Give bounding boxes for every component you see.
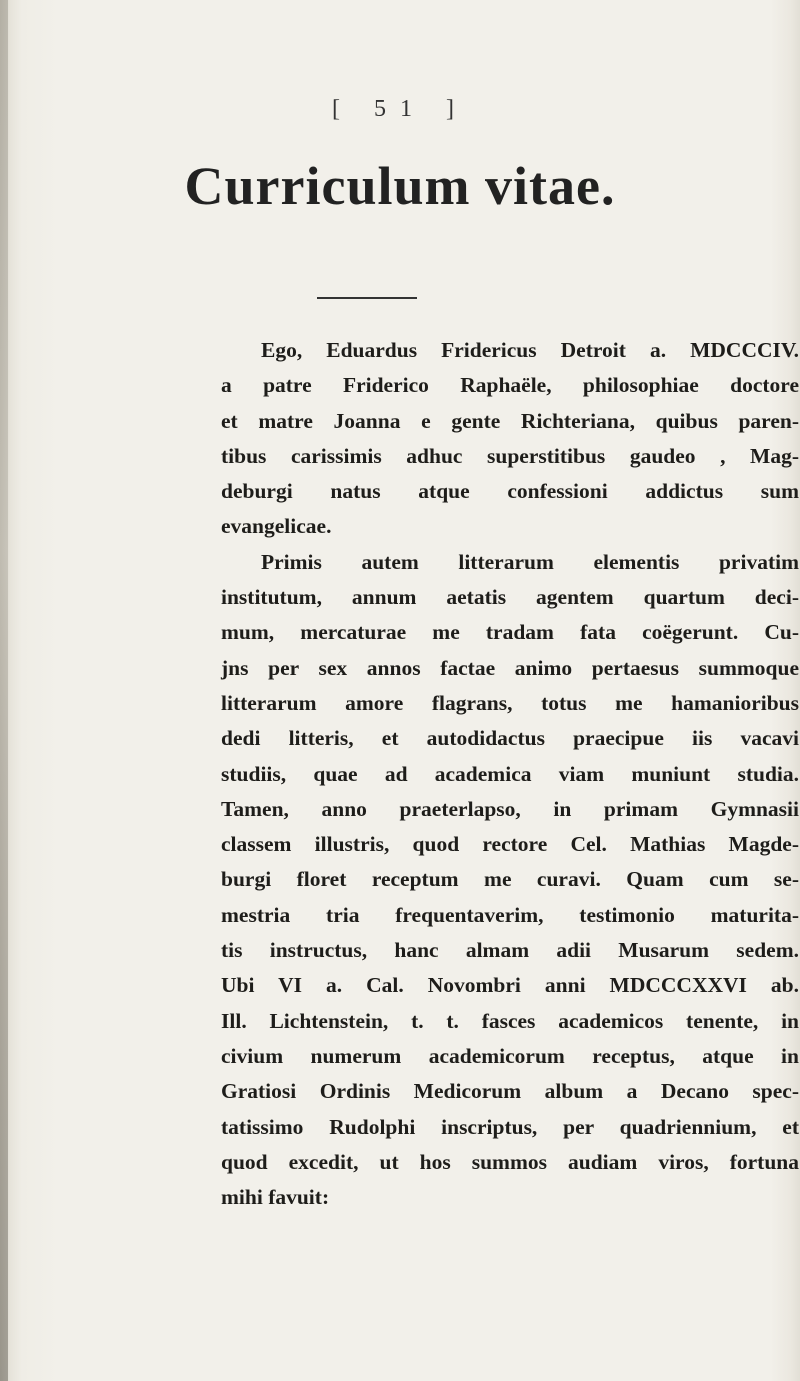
title-divider bbox=[317, 297, 417, 299]
text-line: civium numerum academicorum receptus, atque in bbox=[221, 1043, 799, 1068]
text-line: Tamen, anno praeterlapso, in primam Gymnasii bbox=[221, 796, 799, 821]
text-line: Ego, Eduardus Fridericus Detroit a. MDCCCIV. bbox=[261, 338, 799, 362]
text-line: Ubi VI a. Cal. Novombri anni MDCCCXXVI ab. bbox=[221, 973, 799, 998]
text-line: burgi floret receptum me curavi. Quam cum se- bbox=[221, 867, 799, 892]
text-line: litterarum amore flagrans, totus me hamanioribus bbox=[221, 690, 799, 715]
text-line: Ill. Lichtenstein, t. t. fasces academicos tenente, in bbox=[221, 1008, 799, 1033]
page-title: Curriculum vitae. bbox=[184, 156, 616, 216]
text-line: mum, mercaturae me tradam fata coëgerunt. Cu- bbox=[221, 620, 799, 645]
body-paragraphs bbox=[221, 333, 799, 1215]
text-line: tibus carissimis adhuc superstitibus gaudeo , Mag- bbox=[221, 443, 799, 468]
text-line: mihi favuit: bbox=[221, 1185, 330, 1210]
text-line: et matre Joanna e gente Richteriana, quibus paren- bbox=[221, 408, 799, 433]
text-line: studiis, quae ad academica viam muniunt studia. bbox=[221, 761, 799, 786]
text-line: a patre Friderico Raphaële, philosophiae doctore bbox=[221, 373, 799, 398]
text-line: dedi litteris, et autodidactus praecipue iis vacavi bbox=[221, 726, 799, 751]
text-line: jns per sex annos factae animo pertaesus summoque bbox=[221, 655, 799, 680]
text-line: Primis autem litterarum elementis privatim bbox=[261, 549, 799, 574]
text-line: classem illustris, quod rectore Cel. Mathias Magde- bbox=[221, 832, 799, 857]
text-line: evangelicae. bbox=[221, 514, 332, 539]
text-line: tis instructus, hanc almam adii Musarum sedem. bbox=[221, 938, 799, 963]
text-line: deburgi natus atque confessioni addictus sum bbox=[221, 479, 799, 504]
text-line: institutum, annum aetatis agentem quartum deci- bbox=[221, 585, 799, 610]
text-line: tatissimo Rudolphi inscriptus, per quadriennium, et bbox=[221, 1114, 799, 1139]
text-line: Gratiosi Ordinis Medicorum album a Decano spec- bbox=[221, 1079, 799, 1104]
page-number: [ 51 ] bbox=[332, 96, 468, 122]
text-line: mestria tria frequentaverim, testimonio maturita- bbox=[221, 902, 799, 927]
text-line: quod excedit, ut hos summos audiam viros, fortuna bbox=[221, 1149, 799, 1174]
